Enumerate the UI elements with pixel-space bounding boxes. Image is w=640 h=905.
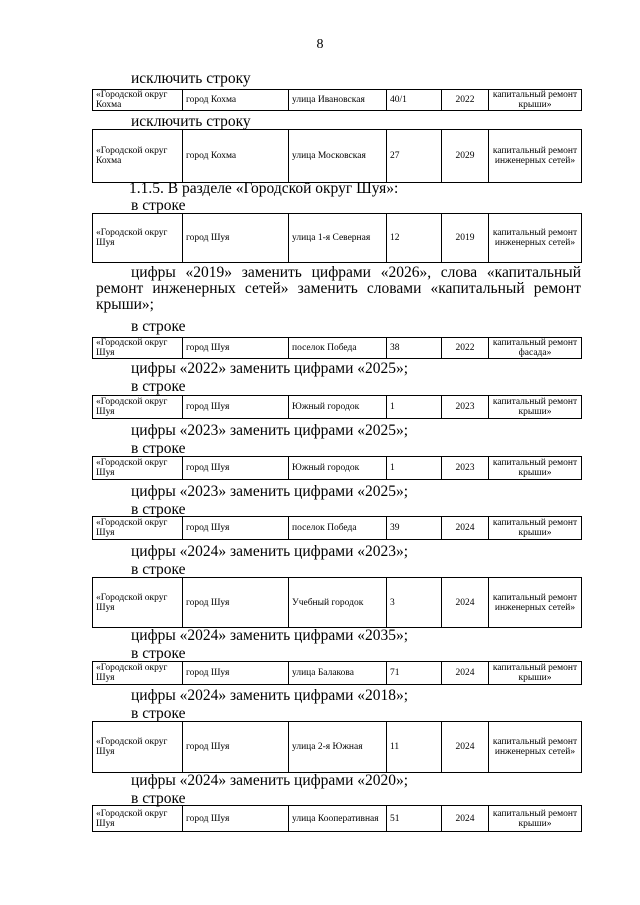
table-cell: «Городской округ Шуя bbox=[93, 578, 183, 628]
table-cell: 2024 bbox=[442, 806, 489, 832]
instruction-text: в строке bbox=[131, 501, 186, 518]
table-cell: Южный городок bbox=[289, 396, 387, 419]
instruction-text: в строке bbox=[131, 705, 186, 722]
table-cell: капитальный ремонт инженерных сетей» bbox=[489, 722, 582, 773]
table-cell: «Городской округ Шуя bbox=[93, 806, 183, 832]
table-row bbox=[92, 721, 582, 773]
instruction-text: цифры «2023» заменить цифрами «2025»; bbox=[131, 422, 409, 439]
paragraph-line: крыши»; bbox=[96, 296, 154, 313]
table-cell: 2019 bbox=[442, 214, 489, 263]
table-cell: город Шуя bbox=[183, 214, 289, 263]
table-cell: город Шуя bbox=[183, 457, 289, 480]
table-cell: 1 bbox=[387, 457, 442, 480]
instruction-text: цифры «2024» заменить цифрами «2018»; bbox=[131, 687, 409, 704]
table-cell: 38 bbox=[387, 338, 442, 359]
table-cell: «Городской округ Шуя bbox=[93, 214, 183, 263]
instruction-text: в строке bbox=[131, 378, 186, 395]
table-cell: 27 bbox=[387, 130, 442, 183]
instruction-text: исключить строку bbox=[131, 70, 251, 87]
table-cell: Учебный городок bbox=[289, 578, 387, 628]
table-cell: капитальный ремонт крыши» bbox=[489, 517, 582, 540]
table-cell: улица Московская bbox=[289, 130, 387, 183]
table-cell: 39 bbox=[387, 517, 442, 540]
instruction-text: в строке bbox=[131, 197, 186, 214]
table-cell: 2024 bbox=[442, 578, 489, 628]
table-cell: город Шуя bbox=[183, 517, 289, 540]
paragraph-line: ремонт инженерных сетей» заменить словами «капитальный ремонт bbox=[96, 281, 581, 297]
table-cell: «Городской округ Шуя bbox=[93, 722, 183, 773]
table-cell: 40/1 bbox=[387, 90, 442, 111]
table-cell: город Шуя bbox=[183, 806, 289, 832]
table-cell: «Городской округ Кохма bbox=[93, 130, 183, 183]
table-cell: улица Ивановская bbox=[289, 90, 387, 111]
table-cell: улица 1-я Северная bbox=[289, 214, 387, 263]
table-cell: улица 2-я Южная bbox=[289, 722, 387, 773]
instruction-text: в строке bbox=[131, 790, 186, 807]
table-cell: поселок Победа bbox=[289, 338, 387, 359]
table-cell: 11 bbox=[387, 722, 442, 773]
table-cell: «Городской округ Шуя bbox=[93, 662, 183, 685]
table-cell: город Шуя bbox=[183, 722, 289, 773]
instruction-text: цифры «2024» заменить цифрами «2020»; bbox=[131, 772, 409, 789]
table-cell: 12 bbox=[387, 214, 442, 263]
table-cell: 2023 bbox=[442, 396, 489, 419]
table-cell: 2024 bbox=[442, 517, 489, 540]
table-cell: город Шуя bbox=[183, 578, 289, 628]
table-cell: город Кохма bbox=[183, 130, 289, 183]
table-row bbox=[92, 337, 582, 359]
table-row bbox=[92, 89, 582, 111]
table-cell: 2023 bbox=[442, 457, 489, 480]
table-cell: поселок Победа bbox=[289, 517, 387, 540]
table-row bbox=[92, 129, 582, 183]
table-cell: капитальный ремонт крыши» bbox=[489, 662, 582, 685]
table-row bbox=[92, 213, 582, 263]
table-row bbox=[92, 516, 582, 540]
table-cell: город Шуя bbox=[183, 396, 289, 419]
table-cell: 2024 bbox=[442, 662, 489, 685]
table-cell: Южный городок bbox=[289, 457, 387, 480]
table-cell: 71 bbox=[387, 662, 442, 685]
table-cell: 3 bbox=[387, 578, 442, 628]
table-cell: 2029 bbox=[442, 130, 489, 183]
table-cell: улица Балакова bbox=[289, 662, 387, 685]
instruction-text: 1.1.5. В разделе «Городской округ Шуя»: bbox=[129, 180, 399, 197]
instruction-text: в строке bbox=[131, 645, 186, 662]
table-row bbox=[92, 805, 582, 832]
table-cell: капитальный ремонт инженерных сетей» bbox=[489, 578, 582, 628]
table-cell: «Городской округ Шуя bbox=[93, 517, 183, 540]
table-cell: капитальный ремонт крыши» bbox=[489, 90, 582, 111]
table-row bbox=[92, 577, 582, 628]
instruction-paragraph bbox=[96, 265, 581, 313]
instruction-text: цифры «2024» заменить цифрами «2023»; bbox=[131, 543, 409, 560]
instruction-text: в строке bbox=[131, 440, 186, 457]
table-row bbox=[92, 395, 582, 419]
instruction-text: цифры «2022» заменить цифрами «2025»; bbox=[131, 360, 409, 377]
table-cell: «Городской округ Шуя bbox=[93, 457, 183, 480]
table-cell: капитальный ремонт инженерных сетей» bbox=[489, 214, 582, 263]
instruction-text: в строке bbox=[131, 561, 186, 578]
table-cell: «Городской округ Кохма bbox=[93, 90, 183, 111]
instruction-text: в строке bbox=[131, 318, 186, 335]
table-row bbox=[92, 456, 582, 480]
table-cell: капитальный ремонт крыши» bbox=[489, 806, 582, 832]
table-cell: 1 bbox=[387, 396, 442, 419]
paragraph-line: цифры «2019» заменить цифрами «2026», слова «капитальный bbox=[131, 265, 581, 281]
table-cell: «Городской округ Шуя bbox=[93, 338, 183, 359]
table-row bbox=[92, 661, 582, 685]
instruction-text: цифры «2023» заменить цифрами «2025»; bbox=[131, 483, 409, 500]
table-cell: 51 bbox=[387, 806, 442, 832]
instruction-text: исключить строку bbox=[131, 113, 251, 130]
table-cell: капитальный ремонт крыши» bbox=[489, 396, 582, 419]
table-cell: «Городской округ Шуя bbox=[93, 396, 183, 419]
table-cell: улица Кооперативная bbox=[289, 806, 387, 832]
table-cell: капитальный ремонт крыши» bbox=[489, 457, 582, 480]
instruction-text: цифры «2024» заменить цифрами «2035»; bbox=[131, 627, 409, 644]
table-cell: город Шуя bbox=[183, 662, 289, 685]
page-number: 8 bbox=[316, 37, 324, 52]
table-cell: 2022 bbox=[442, 338, 489, 359]
table-cell: город Шуя bbox=[183, 338, 289, 359]
table-cell: город Кохма bbox=[183, 90, 289, 111]
table-cell: 2022 bbox=[442, 90, 489, 111]
table-cell: капитальный ремонт фасада» bbox=[489, 338, 582, 359]
table-cell: 2024 bbox=[442, 722, 489, 773]
table-cell: капитальный ремонт инженерных сетей» bbox=[489, 130, 582, 183]
